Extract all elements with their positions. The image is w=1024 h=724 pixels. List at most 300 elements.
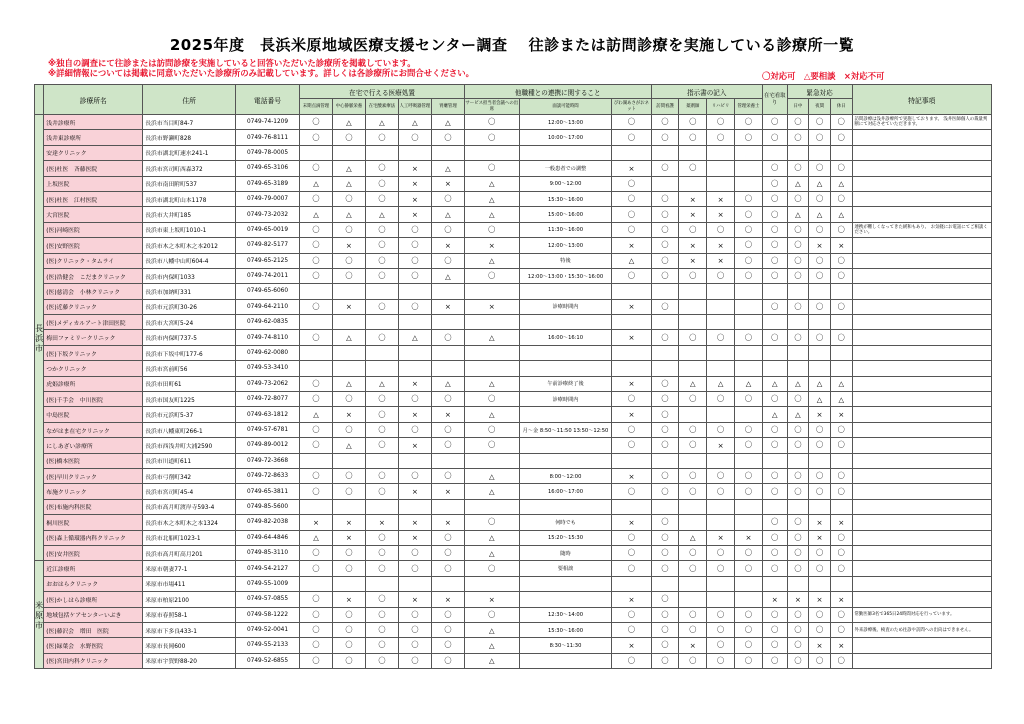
- clinic-address: 長浜市高月町渡岸寺593-4: [143, 499, 236, 514]
- remarks-cell: [852, 130, 991, 145]
- clinic-name: 近江診療所: [44, 561, 143, 576]
- status-cell: 〇: [830, 484, 852, 499]
- clinic-name: (医)早川クリニック: [44, 468, 143, 483]
- status-cell: 〇: [651, 222, 679, 237]
- status-cell: 〇: [651, 622, 679, 637]
- status-cell: 〇: [762, 438, 787, 453]
- clinic-name: (医)杜医 斉藤医院: [44, 161, 143, 176]
- status-cell: △: [332, 376, 365, 391]
- status-cell: 〇: [787, 422, 809, 437]
- status-cell: ×: [679, 638, 707, 653]
- table-row: [35, 468, 992, 483]
- status-cell: ×: [612, 330, 651, 345]
- status-cell: 〇: [787, 622, 809, 637]
- status-cell: 〇: [651, 330, 679, 345]
- status-cell: 〇: [651, 238, 679, 253]
- status-cell: 〇: [735, 622, 763, 637]
- status-cell: [519, 653, 612, 668]
- table-row: [35, 407, 992, 422]
- status-cell: ×: [830, 407, 852, 422]
- remarks-cell: [852, 376, 991, 391]
- status-cell: △: [332, 161, 365, 176]
- status-cell: [735, 315, 763, 330]
- clinic-phone: 0749-65-3106: [236, 161, 300, 176]
- status-cell: [830, 284, 852, 299]
- status-cell: 〇: [651, 653, 679, 668]
- status-cell: [707, 499, 735, 514]
- status-cell: 〇: [431, 653, 464, 668]
- status-cell: 〇: [612, 545, 651, 560]
- status-cell: [431, 499, 464, 514]
- status-cell: ×: [332, 238, 365, 253]
- status-cell: 〇: [762, 330, 787, 345]
- header-emergency-item: 休日: [830, 99, 852, 115]
- status-cell: 〇: [299, 607, 332, 622]
- clinic-address: 長浜市内保町737-5: [143, 330, 236, 345]
- status-cell: 〇: [787, 561, 809, 576]
- status-cell: [365, 499, 398, 514]
- status-cell: 〇: [299, 392, 332, 407]
- status-cell: 〇: [707, 422, 735, 437]
- clinic-address: 米原市春照58-1: [143, 607, 236, 622]
- status-cell: [787, 145, 809, 160]
- status-cell: △: [398, 330, 431, 345]
- status-cell: 診療時間内: [519, 299, 612, 314]
- status-cell: △: [299, 530, 332, 545]
- clinic-address: 米原市宇賀野88-20: [143, 653, 236, 668]
- status-cell: 〇: [707, 330, 735, 345]
- header-mitori: 在宅看取り: [762, 85, 787, 115]
- status-cell: [519, 592, 612, 607]
- status-cell: 〇: [398, 299, 431, 314]
- status-cell: [464, 361, 519, 376]
- status-cell: 〇: [332, 191, 365, 206]
- status-cell: △: [762, 407, 787, 422]
- status-cell: 〇: [679, 115, 707, 130]
- status-cell: 〇: [651, 268, 679, 283]
- status-cell: △: [332, 115, 365, 130]
- status-cell: 〇: [735, 330, 763, 345]
- status-cell: 〇: [830, 222, 852, 237]
- status-cell: 〇: [735, 238, 763, 253]
- status-cell: 〇: [707, 130, 735, 145]
- status-cell: 〇: [787, 484, 809, 499]
- remarks-cell: [852, 653, 991, 668]
- status-cell: 〇: [464, 438, 519, 453]
- status-cell: ×: [332, 407, 365, 422]
- status-cell: △: [431, 376, 464, 391]
- table-row: [35, 361, 992, 376]
- status-cell: 〇: [679, 222, 707, 237]
- clinic-phone: 0749-79-0007: [236, 191, 300, 206]
- status-cell: [707, 407, 735, 422]
- status-cell: 〇: [830, 545, 852, 560]
- status-cell: ×: [787, 592, 809, 607]
- remarks-cell: 常勤医師3名で365日24時間対応を行っています。: [852, 607, 991, 622]
- clinic-phone: 0749-58-1222: [236, 607, 300, 622]
- status-cell: [332, 145, 365, 160]
- clinic-name: 布施クリニック: [44, 484, 143, 499]
- status-cell: 〇: [299, 238, 332, 253]
- status-cell: 〇: [787, 530, 809, 545]
- status-cell: 〇: [332, 253, 365, 268]
- status-cell: 〇: [735, 392, 763, 407]
- status-cell: [365, 284, 398, 299]
- remarks-cell: [852, 268, 991, 283]
- status-cell: 〇: [830, 330, 852, 345]
- status-cell: 〇: [299, 592, 332, 607]
- status-cell: ×: [398, 191, 431, 206]
- clinic-name: (医)安野医院: [44, 238, 143, 253]
- status-cell: △: [332, 438, 365, 453]
- remarks-cell: [852, 176, 991, 191]
- clinic-address: 長浜市田町61: [143, 376, 236, 391]
- status-cell: 要相談: [519, 561, 612, 576]
- clinic-name: ながはま在宅クリニック: [44, 422, 143, 437]
- status-cell: [830, 453, 852, 468]
- status-cell: 〇: [735, 484, 763, 499]
- status-cell: [398, 453, 431, 468]
- status-cell: [612, 499, 651, 514]
- status-cell: [431, 361, 464, 376]
- status-cell: 〇: [365, 176, 398, 191]
- status-cell: 〇: [679, 545, 707, 560]
- status-cell: ×: [332, 515, 365, 530]
- table-row: [35, 376, 992, 391]
- status-cell: [707, 299, 735, 314]
- status-cell: [762, 499, 787, 514]
- remarks-cell: [852, 530, 991, 545]
- status-cell: [365, 315, 398, 330]
- status-cell: ×: [679, 238, 707, 253]
- status-cell: [612, 284, 651, 299]
- remarks-cell: [852, 407, 991, 422]
- status-cell: 〇: [612, 207, 651, 222]
- clinic-address: 長浜市大井町185: [143, 207, 236, 222]
- clinic-phone: 0749-65-2125: [236, 253, 300, 268]
- status-cell: [365, 576, 398, 591]
- status-cell: 〇: [299, 253, 332, 268]
- status-cell: ×: [809, 592, 831, 607]
- status-cell: 〇: [787, 515, 809, 530]
- status-cell: 〇: [332, 638, 365, 653]
- status-cell: [398, 145, 431, 160]
- status-cell: 〇: [809, 561, 831, 576]
- status-cell: 〇: [431, 438, 464, 453]
- status-cell: 〇: [787, 638, 809, 653]
- remarks-cell: [852, 191, 991, 206]
- status-cell: [809, 315, 831, 330]
- table-row: [35, 130, 992, 145]
- status-cell: [519, 284, 612, 299]
- status-cell: 〇: [365, 422, 398, 437]
- status-cell: 〇: [431, 253, 464, 268]
- status-cell: ×: [431, 299, 464, 314]
- header-coop-item: 面談可能時間: [519, 99, 612, 115]
- status-cell: 〇: [707, 468, 735, 483]
- status-cell: [679, 145, 707, 160]
- clinic-name: 地域包括ケアセンターいぶき: [44, 607, 143, 622]
- status-cell: [651, 176, 679, 191]
- status-cell: [519, 453, 612, 468]
- status-cell: 〇: [431, 422, 464, 437]
- remarks-cell: [852, 161, 991, 176]
- clinic-phone: 0749-54-2127: [236, 561, 300, 576]
- status-cell: 〇: [332, 130, 365, 145]
- status-cell: 〇: [431, 222, 464, 237]
- status-cell: 〇: [431, 638, 464, 653]
- status-cell: 11:30～16:00: [519, 222, 612, 237]
- status-cell: 〇: [735, 130, 763, 145]
- status-cell: 月～金 8:50～11:50 13:50～12:50: [519, 422, 612, 437]
- status-cell: 〇: [707, 115, 735, 130]
- status-cell: [651, 145, 679, 160]
- status-cell: 〇: [735, 115, 763, 130]
- status-cell: 〇: [431, 561, 464, 576]
- status-cell: △: [809, 376, 831, 391]
- status-cell: 〇: [612, 607, 651, 622]
- clinic-phone: 0749-72-8633: [236, 468, 300, 483]
- status-cell: 8:00～12:00: [519, 468, 612, 483]
- status-cell: △: [762, 376, 787, 391]
- status-cell: 〇: [365, 561, 398, 576]
- status-cell: [365, 361, 398, 376]
- status-cell: [735, 345, 763, 360]
- status-cell: 〇: [612, 222, 651, 237]
- remarks-cell: [852, 299, 991, 314]
- status-cell: 〇: [651, 253, 679, 268]
- status-cell: 〇: [762, 561, 787, 576]
- status-cell: 〇: [809, 607, 831, 622]
- status-cell: △: [464, 191, 519, 206]
- status-cell: 〇: [612, 176, 651, 191]
- status-cell: 〇: [735, 545, 763, 560]
- status-cell: [830, 499, 852, 514]
- status-cell: [762, 315, 787, 330]
- status-cell: 〇: [299, 161, 332, 176]
- status-cell: [787, 345, 809, 360]
- status-cell: ×: [365, 515, 398, 530]
- remarks-cell: [852, 330, 991, 345]
- status-cell: 〇: [830, 468, 852, 483]
- status-cell: [707, 161, 735, 176]
- remarks-cell: [852, 592, 991, 607]
- status-cell: [679, 299, 707, 314]
- status-cell: [762, 361, 787, 376]
- status-cell: 〇: [735, 191, 763, 206]
- status-cell: 何時でも: [519, 515, 612, 530]
- status-cell: 〇: [679, 484, 707, 499]
- status-cell: [332, 361, 365, 376]
- clinic-address: 長浜市野瀬町828: [143, 130, 236, 145]
- status-cell: 〇: [787, 161, 809, 176]
- status-cell: △: [431, 161, 464, 176]
- remarks-cell: 訪問診療は浅井診療所で実施しております。 浅井医師個人の裁量判断にて対応させていただきます。: [852, 115, 991, 130]
- header-care-item: 胃瘻管理: [431, 99, 464, 115]
- status-cell: 〇: [762, 115, 787, 130]
- status-cell: 〇: [830, 607, 852, 622]
- clinic-phone: 0749-52-6855: [236, 653, 300, 668]
- status-cell: △: [464, 407, 519, 422]
- status-cell: 〇: [332, 653, 365, 668]
- status-cell: △: [464, 653, 519, 668]
- status-cell: 〇: [679, 561, 707, 576]
- status-cell: [679, 361, 707, 376]
- status-cell: [651, 315, 679, 330]
- status-cell: 〇: [735, 653, 763, 668]
- remarks-cell: [852, 207, 991, 222]
- status-cell: 〇: [787, 607, 809, 622]
- status-cell: 〇: [612, 191, 651, 206]
- status-cell: 〇: [735, 253, 763, 268]
- status-cell: 〇: [365, 130, 398, 145]
- status-cell: 〇: [464, 222, 519, 237]
- status-cell: [299, 145, 332, 160]
- status-cell: 〇: [679, 422, 707, 437]
- clinic-phone: 0749-65-3811: [236, 484, 300, 499]
- status-cell: 〇: [431, 191, 464, 206]
- status-cell: 〇: [762, 161, 787, 176]
- clinic-address: 長浜市宮前町56: [143, 361, 236, 376]
- remarks-cell: [852, 238, 991, 253]
- status-cell: [735, 176, 763, 191]
- status-cell: △: [679, 376, 707, 391]
- status-cell: 16:00～17:00: [519, 484, 612, 499]
- status-cell: 〇: [398, 561, 431, 576]
- status-cell: ×: [830, 592, 852, 607]
- status-cell: 〇: [365, 330, 398, 345]
- status-cell: 〇: [299, 653, 332, 668]
- clinic-phone: 0749-65-0019: [236, 222, 300, 237]
- status-cell: △: [464, 330, 519, 345]
- status-cell: 〇: [612, 484, 651, 499]
- status-cell: ×: [707, 207, 735, 222]
- remarks-cell: [852, 545, 991, 560]
- status-cell: 〇: [651, 207, 679, 222]
- clinic-name: おおはらクリニック: [44, 576, 143, 591]
- clinic-name: 上坂医院: [44, 176, 143, 191]
- status-cell: [398, 315, 431, 330]
- status-cell: 〇: [809, 268, 831, 283]
- status-cell: 〇: [787, 545, 809, 560]
- remarks-cell: [852, 515, 991, 530]
- status-cell: [735, 161, 763, 176]
- status-cell: 〇: [707, 222, 735, 237]
- table-row: [35, 176, 992, 191]
- status-cell: △: [332, 176, 365, 191]
- status-cell: [809, 453, 831, 468]
- clinic-table: [34, 84, 992, 669]
- status-cell: 〇: [431, 530, 464, 545]
- remarks-cell: [852, 438, 991, 453]
- status-cell: △: [464, 622, 519, 637]
- status-cell: 〇: [299, 638, 332, 653]
- header-remarks: 特記事項: [852, 85, 991, 115]
- status-cell: 〇: [398, 253, 431, 268]
- table-row: [35, 238, 992, 253]
- table-row: [35, 299, 992, 314]
- status-cell: ×: [809, 407, 831, 422]
- status-cell: 8:30～11:30: [519, 638, 612, 653]
- clinic-name: 梅田ファミリークリニック: [44, 330, 143, 345]
- status-cell: 〇: [787, 130, 809, 145]
- status-cell: [332, 284, 365, 299]
- status-cell: 〇: [612, 653, 651, 668]
- status-cell: 〇: [612, 422, 651, 437]
- status-cell: 〇: [787, 268, 809, 283]
- status-cell: 〇: [299, 115, 332, 130]
- clinic-phone: 0749-82-2038: [236, 515, 300, 530]
- status-cell: 〇: [830, 161, 852, 176]
- status-cell: △: [809, 176, 831, 191]
- status-cell: 〇: [651, 392, 679, 407]
- status-cell: [299, 499, 332, 514]
- status-cell: [519, 145, 612, 160]
- status-cell: 〇: [612, 130, 651, 145]
- status-cell: 〇: [651, 545, 679, 560]
- status-cell: [679, 407, 707, 422]
- status-cell: 〇: [332, 545, 365, 560]
- table-row: [35, 115, 992, 130]
- clinic-phone: 0749-63-1812: [236, 407, 300, 422]
- status-cell: [332, 315, 365, 330]
- status-cell: 12:00～13:00・15:30～16:00: [519, 268, 612, 283]
- status-cell: [707, 345, 735, 360]
- status-cell: 15:30～16:00: [519, 622, 612, 637]
- region-label: 長浜市: [35, 115, 44, 561]
- status-cell: 〇: [762, 422, 787, 437]
- status-cell: 〇: [762, 299, 787, 314]
- header-instr-item: 管理栄養士: [735, 99, 763, 115]
- status-cell: 〇: [830, 268, 852, 283]
- status-cell: ×: [707, 191, 735, 206]
- status-cell: ×: [398, 161, 431, 176]
- status-cell: 〇: [707, 268, 735, 283]
- status-cell: [332, 453, 365, 468]
- status-cell: [707, 592, 735, 607]
- status-cell: [519, 407, 612, 422]
- status-cell: [787, 284, 809, 299]
- status-cell: [809, 576, 831, 591]
- status-cell: 〇: [809, 545, 831, 560]
- status-cell: 〇: [735, 222, 763, 237]
- status-cell: [679, 592, 707, 607]
- status-cell: 〇: [365, 592, 398, 607]
- remarks-cell: [852, 315, 991, 330]
- status-cell: [679, 515, 707, 530]
- table-row: [35, 622, 992, 637]
- status-cell: △: [464, 530, 519, 545]
- status-cell: [431, 145, 464, 160]
- status-cell: ×: [431, 407, 464, 422]
- status-cell: 〇: [651, 638, 679, 653]
- status-cell: 〇: [787, 438, 809, 453]
- status-cell: ×: [612, 407, 651, 422]
- status-cell: 〇: [762, 176, 787, 191]
- status-cell: △: [365, 207, 398, 222]
- clinic-phone: 0749-62-0080: [236, 345, 300, 360]
- clinic-address: 長浜市木之本町木之本1324: [143, 515, 236, 530]
- status-cell: 〇: [332, 561, 365, 576]
- clinic-phone: 0749-74-1209: [236, 115, 300, 130]
- clinic-address: 米原市市場411: [143, 576, 236, 591]
- status-cell: 〇: [431, 330, 464, 345]
- clinic-phone: 0749-74-8110: [236, 330, 300, 345]
- table-row: [35, 268, 992, 283]
- status-cell: [464, 499, 519, 514]
- status-cell: ×: [431, 515, 464, 530]
- status-cell: [707, 176, 735, 191]
